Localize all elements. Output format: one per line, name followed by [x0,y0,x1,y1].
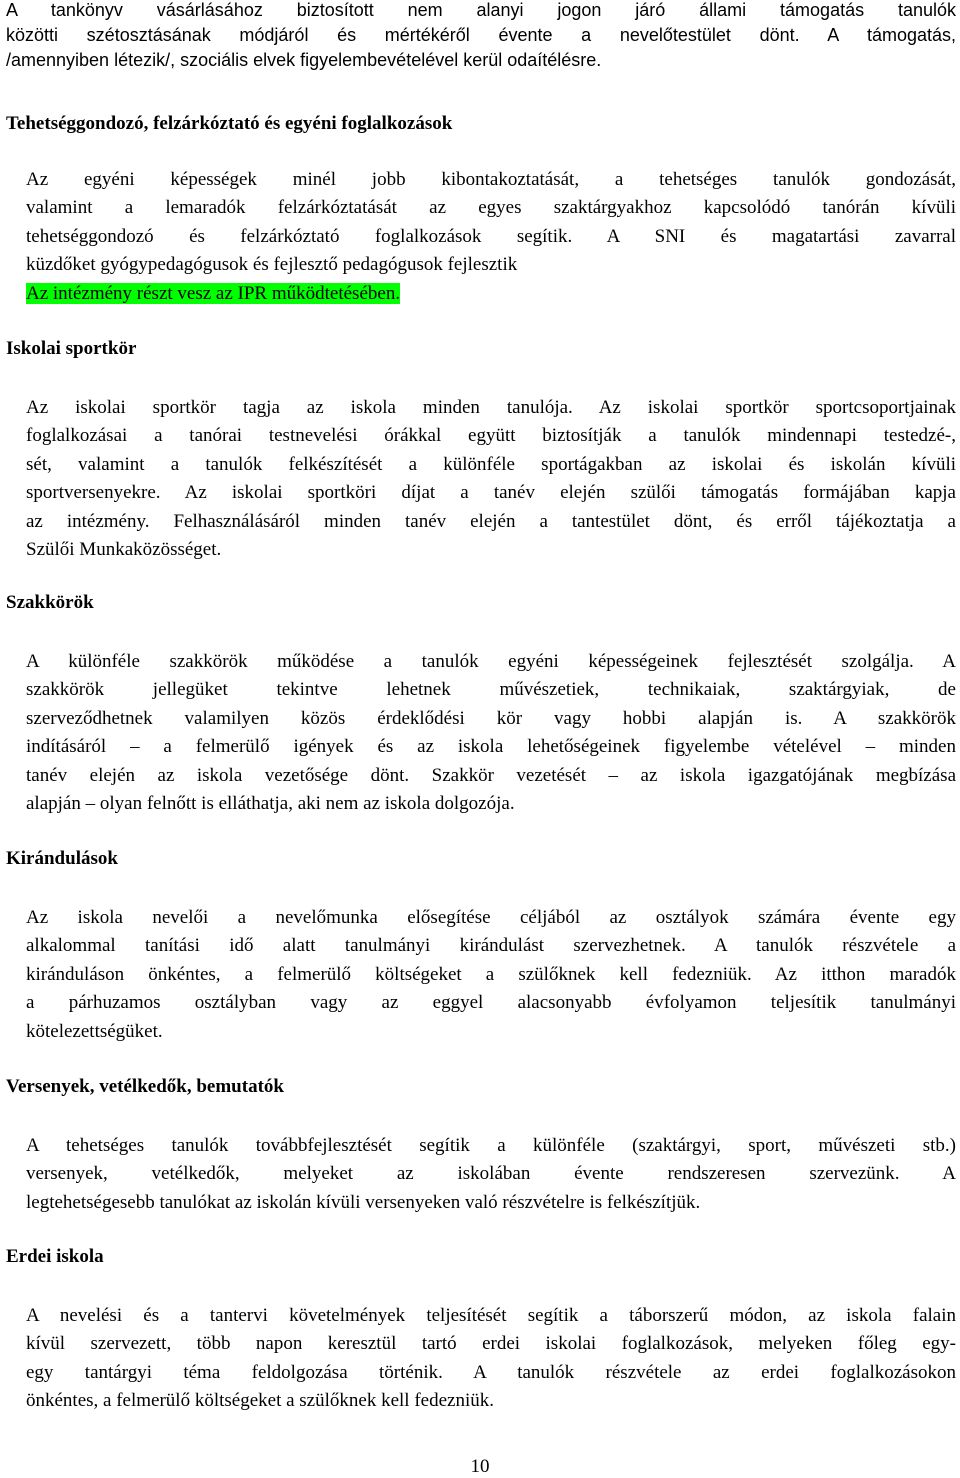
text-line: egy tantárgyi téma feldolgozása történik. A tanulók részvétele az erdei foglalkozásokon [26,1361,956,1383]
text-line: közötti szétosztásának módjáról és mértékéről évente a nevelőtestület dönt. A támogatás, [6,25,956,45]
text-line: /amennyiben létezik/, szociális elvek figyelembevételével kerül odaítélésre. [6,50,602,70]
text-line: kívül szervezett, több napon keresztül tartó erdei iskolai foglalkozások, melyeken főleg egy- [26,1333,956,1355]
text-line: Az iskola nevelői a nevelőmunka elősegítése céljából az osztályok számára évente egy [26,907,956,928]
text-line: versenyek, vetélkedők, melyeket az iskolában évente rendszeresen szervezünk. A [26,1163,956,1185]
page-number: 10 [470,1456,490,1477]
text-line: Az egyéni képességek minél jobb kibontakoztatását, a tehetséges tanulók gondozását, [26,169,956,190]
text-line: kiránduláson önkéntes, a felmerülő költségeket a szülőknek kell fedezniük. Az itthon maradók [26,963,956,985]
kirandulasok-paragraph [26,904,956,1046]
text-line: tehetséggondozó és felzárkóztató foglalkozások segítik. A SNI és magatartási zavarral [26,225,956,247]
text-line: szerveződhetnek valamilyen közös érdeklődési kör vagy hobbi alapján is. A szakkörök [26,707,956,729]
intro-paragraph [6,0,956,73]
section-heading-versenyek: Versenyek, vetélkedők, bemutatók [6,1076,284,1097]
text-line: tanév elején az iskola vezetősége dönt. Szakkör vezetését – az iskola igazgatójának megbízása [26,764,956,786]
text-line: kötelezettségüket. [26,1020,163,1042]
text-line: Az iskolai sportkör tagja az iskola minden tanulója. Az iskolai sportkör sportcsoportjainak [26,397,956,418]
text-line: Szülői Munkaközösséget. [26,539,222,561]
text-line: alapján – olyan felnőtt is elláthatja, aki nem az iskola dolgozója. [26,793,515,815]
text-line: A nevelési és a tantervi követelmények teljesítését segítik a táborszerű módon, az iskola falain [26,1305,956,1326]
tehetseg-paragraph [26,166,956,308]
section-heading-erdei: Erdei iskola [6,1246,104,1267]
versenyek-paragraph [26,1132,956,1217]
highlighted-text: Az intézmény részt vesz az IPR működtetésében. [26,282,401,304]
text-line: foglalkozásai a tanórai testnevelési órákkal együtt biztosítják a tanulók mindennapi testedzé-, [26,425,956,447]
text-line: küzdőket gyógypedagógusok és fejlesztő pedagógusok fejlesztik [26,254,518,276]
text-line: alkalommal tanítási idő alatt tanulmányi kirándulást szervezhetnek. A tanulók részvétele a [26,935,956,957]
text-line: indításáról – a felmerülő igények és az iskola lehetőségeinek figyelembe vételével – minden [26,736,956,758]
section-heading-kirandulasok: Kirándulások [6,848,118,869]
section-heading-sportkor: Iskolai sportkör [6,338,137,359]
text-line [26,280,956,308]
text-line: önkéntes, a felmerülő költségeket a szülőknek kell fedezniük. [26,1390,494,1412]
text-line: valamint a lemaradók felzárkóztatását az egyes szaktárgyakhoz kapcsolódó tanórán kívüli [26,197,956,219]
text-line: legtehetségesebb tanulókat az iskolán kívüli versenyeken való részvételre is felkészítjük. [26,1191,701,1213]
section-heading-szakkorok: Szakkörök [6,592,94,613]
section-heading-tehetseg: Tehetséggondozó, felzárkóztató és egyéni foglalkozások [6,113,453,134]
text-line: A különféle szakkörök működése a tanulók egyéni képességeinek fejlesztését szolgálja. A [26,651,956,672]
erdei-paragraph [26,1302,956,1416]
text-line: sét, valamint a tanulók felkészítését a különféle sportágakban az iskolai és iskolán kívüli [26,453,956,475]
szakkorok-paragraph [26,648,956,818]
sportkor-paragraph [26,394,956,564]
text-line: az intézmény. Felhasználásáról minden tanév elején a tantestület dönt, és erről tájékoztatja a [26,510,956,532]
text-line: A tehetséges tanulók továbbfejlesztését segítik a különféle (szaktárgyi, sport, művészeti stb.) [26,1135,956,1156]
text-line: A tankönyv vásárlásához biztosított nem alanyi jogon járó állami támogatás tanulók [6,0,956,20]
text-line: szakkörök jellegüket tekintve lehetnek művészetiek, technikaiak, szaktárgyiak, de [26,679,956,701]
text-line: sportversenyekre. Az iskolai sportköri díjat a tanév elején szülői támogatás formájában kapja [26,482,956,504]
text-line: a párhuzamos osztályban vagy az eggyel alacsonyabb évfolyamon teljesítik tanulmányi [26,992,956,1014]
